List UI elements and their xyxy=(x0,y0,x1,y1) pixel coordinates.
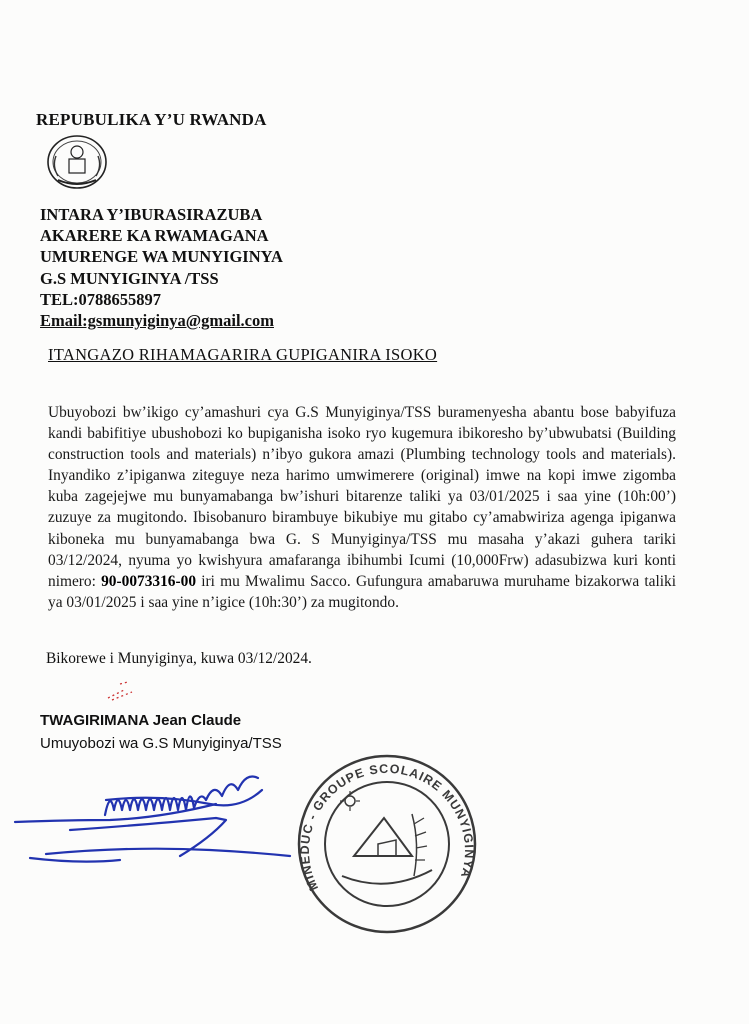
address-province: INTARA Y’IBURASIRAZUBA xyxy=(40,205,263,224)
notice-body-part2: iri mu Mwalimu Sacco. Gufungura amabaruwa muruhame bizakorwa taliki ya 03/01/2025 i saa yine n’igice (10h:30’) za mugitondo. xyxy=(48,572,677,611)
account-number: 90-0073316-00 xyxy=(101,572,197,590)
notice-body-part1: Ubuyobozi bw’ikigo cy’amashuri cya G.S Munyiginya/TSS buramenyesha abantu bose babyifuza kandi babifitiye ubushobozi ko bupiganisha isoko ryo kugemura ibikoresho by’ubwubatsi (Building construction tools and materials) n’ibyo gukora amazi (Plumbing technology tools and materials). Inyandiko z’ipiganwa ziteguye neza harimo umwimerere (original) imwe na kopi imwe zigomba kuba zagejejwe mu bunyamabanga bw’ishuri bitarenze taliki ya 03/01/2025 i saa yine (10h:00’) zuzuye za mugitondo. Ibisobanuro birambuye bikubiye mu gitabo cy’amabwiriza agenga ipiganwa kiboneka mu bunyamabanga bwa G. S Munyiginya/TSS mu masaha y’akazi guhera tariki 03/12/2024, nyuma yo kwishyura amafaranga ibihumbi Icumi (10,000Frw) adasubizwa kuri konti nimero: xyxy=(48,404,676,590)
date-line: Bikorewe i Munyiginya, kuwa 03/12/2024. xyxy=(46,650,312,667)
handwritten-signature xyxy=(10,760,300,870)
notice-body xyxy=(48,402,676,613)
address-school: G.S MUNYIGINYA /TSS xyxy=(40,268,219,288)
address-district: AKARERE KA RWAMAGANA xyxy=(40,226,269,246)
school-stamp xyxy=(292,744,482,934)
pen-mark-icon xyxy=(102,678,142,704)
address-phone: TEL:0788655897 xyxy=(40,289,162,309)
address-email: Email:gsmunyiginya@gmail.com xyxy=(40,311,274,331)
address-block xyxy=(40,204,283,331)
country-heading: REPUBULIKA Y’U RWANDA xyxy=(36,110,267,129)
address-sector: UMURENGE WA MUNYIGINYA xyxy=(40,247,283,267)
signatory-role: Umuyobozi wa G.S Munyiginya/TSS xyxy=(40,735,282,752)
signatory-name: TWAGIRIMANA Jean Claude xyxy=(40,712,242,729)
stamp-text: MINEDUC - GROUPE SCOLAIRE MUNYIGINYA xyxy=(297,761,477,893)
rwanda-coat-of-arms-icon xyxy=(44,132,110,192)
notice-title: ITANGAZO RIHAMAGARIRA GUPIGANIRA ISOKO xyxy=(48,345,438,364)
